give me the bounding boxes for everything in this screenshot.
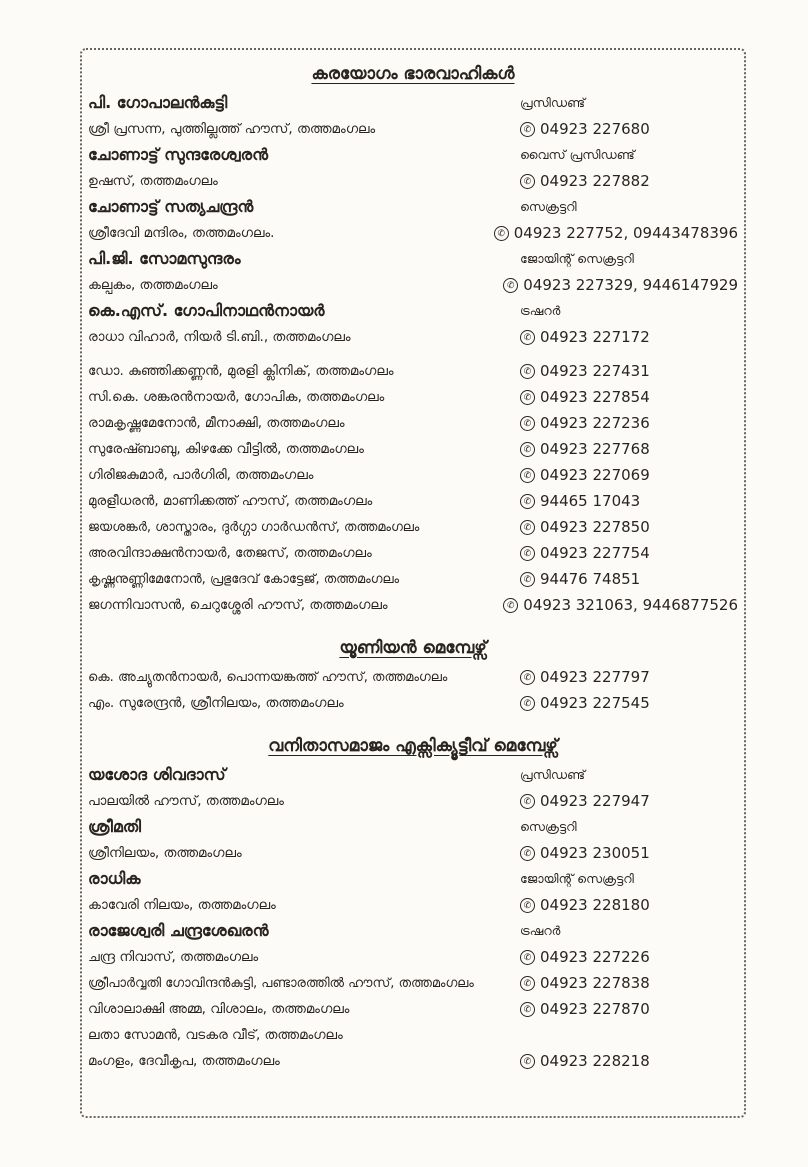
- union-members: [88, 664, 738, 716]
- phone-icon: ✆: [520, 846, 535, 861]
- phone-icon: ✆: [520, 122, 535, 137]
- phone-number: 04923 227882: [540, 172, 650, 190]
- phone-number: 04923 227545: [540, 694, 650, 712]
- directory-content: [88, 58, 738, 1074]
- officer-entry: [88, 866, 738, 918]
- member-details: വിശാലാക്ഷി അമ്മ, വിശാലം, തത്തമംഗലം: [88, 1001, 350, 1017]
- phone-icon: ✆: [520, 572, 535, 587]
- phone-icon: ✆: [520, 546, 535, 561]
- officer-role: ജോയിന്റ് സെക്രട്ടറി: [520, 251, 634, 266]
- phone-number: 04923 230051: [540, 844, 650, 862]
- list-item: [88, 514, 738, 540]
- officer-name: രാജേശ്വരി ചന്ദ്രശേഖരൻ: [88, 921, 269, 940]
- phone-icon: ✆: [520, 364, 535, 379]
- vanithasamajam-officers: [88, 762, 738, 970]
- member-details: ലതാ സോമൻ, വടകര വീട്, തത്തമംഗലം: [88, 1027, 343, 1043]
- phone-number: 04923 321063, 9446877526: [523, 596, 738, 614]
- member-details: എം. സുരേന്ദ്രൻ, ശ്രീനിലയം, തത്തമംഗലം: [88, 695, 344, 711]
- karayogam-members: [88, 358, 738, 618]
- officer-address: ഉഷസ്, തത്തമംഗലം: [88, 173, 218, 189]
- officer-entry: [88, 90, 738, 142]
- member-details: കൃഷ്ണനുണ്ണിമേനോൻ, പ്രഭുദേവ് കോട്ടേജ്, തത്തമംഗലം: [88, 571, 400, 587]
- phone-icon: ✆: [503, 278, 518, 293]
- member-details: സുരേഷ്ബാബു, കിഴക്കേ വീട്ടിൽ, തത്തമംഗലം: [88, 441, 364, 457]
- officer-role: വൈസ് പ്രസിഡണ്ട്: [520, 147, 635, 162]
- phone-number: 04923 227797: [540, 668, 650, 686]
- section-title-vanithasamajam: വനിതാസമാജം എക്സിക്യൂട്ടീവ് മെമ്പേഴ്സ്: [268, 736, 558, 756]
- phone-icon: ✆: [520, 330, 535, 345]
- phone-icon: ✆: [520, 670, 535, 685]
- officer-role: പ്രസിഡണ്ട്: [520, 767, 586, 782]
- phone-number: 04923 228180: [540, 896, 650, 914]
- phone-icon: ✆: [520, 468, 535, 483]
- phone-icon: ✆: [520, 174, 535, 189]
- officer-role: സെക്രട്ടറി: [520, 819, 577, 834]
- phone-number: 04923 227947: [540, 792, 650, 810]
- list-item: [88, 996, 738, 1022]
- list-item: [88, 1022, 738, 1048]
- phone-icon: ✆: [503, 598, 518, 613]
- member-details: ഡോ. കുഞ്ഞിക്കണ്ണൻ, മുരളി ക്ലിനിക്, തത്തമംഗലം: [88, 363, 394, 379]
- phone-number: 04923 227172: [540, 328, 650, 346]
- phone-number: 04923 227236: [540, 414, 650, 432]
- phone-icon: ✆: [494, 226, 509, 241]
- phone-icon: ✆: [520, 442, 535, 457]
- member-details: കെ. അച്യുതൻനായർ, പൊന്നയങ്കത്ത് ഹൗസ്, തത്തമംഗലം: [88, 669, 448, 685]
- list-item: [88, 488, 738, 514]
- officer-name: പി.ജി. സോമസുന്ദരം: [88, 249, 241, 268]
- phone-icon: ✆: [520, 794, 535, 809]
- list-item: [88, 970, 738, 996]
- phone-icon: ✆: [520, 520, 535, 535]
- officer-role: ട്രഷറർ: [520, 303, 561, 318]
- member-details: ഗിരിജകുമാർ, പാർഗിരി, തത്തമംഗലം: [88, 467, 314, 483]
- list-item: [88, 358, 738, 384]
- officer-address: ചന്ദ്ര നിവാസ്, തത്തമംഗലം: [88, 949, 259, 965]
- list-item: [88, 410, 738, 436]
- phone-icon: ✆: [520, 950, 535, 965]
- member-details: ജയശങ്കർ, ശാസ്താരം, ദുർഗ്ഗാ ഗാർഡൻസ്, തത്തമംഗലം: [88, 519, 420, 535]
- list-item: [88, 690, 738, 716]
- list-item: [88, 592, 738, 618]
- phone-number: 94465 17043: [540, 492, 641, 510]
- phone-number: 04923 227850: [540, 518, 650, 536]
- section-title-union-members: യൂണിയൻ മെമ്പേഴ്സ്: [339, 638, 487, 658]
- officer-entry: [88, 246, 738, 298]
- phone-number: 04923 227329, 9446147929: [523, 276, 738, 294]
- vanithasamajam-members: [88, 970, 738, 1074]
- officer-address: പാലയിൽ ഹൗസ്, തത്തമംഗലം: [88, 793, 284, 809]
- officer-entry: [88, 918, 738, 970]
- officer-role: പ്രസിഡണ്ട്: [520, 95, 586, 110]
- phone-number: 04923 228218: [540, 1052, 650, 1070]
- list-item: [88, 436, 738, 462]
- member-details: രാമകൃഷ്ണമേനോൻ, മീനാക്ഷി, തത്തമംഗലം: [88, 415, 345, 431]
- phone-number: 04923 227680: [540, 120, 650, 138]
- member-details: സി.കെ. ശങ്കരൻനായർ, ഗോപിക, തത്തമംഗലം: [88, 389, 385, 405]
- list-item: [88, 384, 738, 410]
- phone-icon: ✆: [520, 416, 535, 431]
- officer-address: കാവേരി നിലയം, തത്തമംഗലം: [88, 897, 276, 913]
- phone-icon: ✆: [520, 1054, 535, 1069]
- member-details: ശ്രീപാർവ്വതി ഗോവിന്ദൻകുട്ടി, പണ്ടാരത്തിൽ ഹൗസ്, തത്തമംഗലം: [88, 975, 474, 991]
- list-item: [88, 462, 738, 488]
- phone-number: 04923 227431: [540, 362, 650, 380]
- phone-icon: ✆: [520, 898, 535, 913]
- list-item: [88, 1048, 738, 1074]
- phone-number: 04923 227754: [540, 544, 650, 562]
- officer-address: ശ്രീ പ്രസന്ന, പുത്തില്ലത്ത് ഹൗസ്, തത്തമംഗലം: [88, 121, 376, 137]
- officer-address: ശ്രീദേവി മന്ദിരം, തത്തമംഗലം.: [88, 225, 275, 241]
- officer-name: യശോദ ശിവദാസ്: [88, 765, 226, 784]
- officer-name: പി. ഗോപാലൻകുട്ടി: [88, 93, 228, 112]
- officer-entry: [88, 814, 738, 866]
- officer-address: രാധാ വിഹാർ, നിയർ ടി.ബി., തത്തമംഗലം: [88, 329, 351, 345]
- phone-number: 04923 227226: [540, 948, 650, 966]
- phone-number: 04923 227870: [540, 1000, 650, 1018]
- phone-number: 04923 227069: [540, 466, 650, 484]
- officer-entry: [88, 142, 738, 194]
- officer-role: ട്രഷറർ: [520, 923, 561, 938]
- phone-icon: ✆: [520, 696, 535, 711]
- officer-role: സെക്രട്ടറി: [520, 199, 577, 214]
- officer-name: ശ്രീമതി: [88, 817, 142, 836]
- member-details: മംഗളം, ദേവീകൃപ, തത്തമംഗലം: [88, 1053, 280, 1069]
- officer-address: ശ്രീനിലയം, തത്തമംഗലം: [88, 845, 242, 861]
- officer-role: ജോയിന്റ് സെക്രട്ടറി: [520, 871, 634, 886]
- member-details: അരവിന്ദാക്ഷൻനായർ, തേജസ്, തത്തമംഗലം: [88, 545, 372, 561]
- officer-name: രാധിക: [88, 869, 141, 888]
- member-details: ജഗന്നിവാസൻ, ചെറുശ്ശേരി ഹൗസ്, തത്തമംഗലം: [88, 597, 388, 613]
- karayogam-officers: [88, 90, 738, 350]
- phone-number: 04923 227854: [540, 388, 650, 406]
- officer-entry: [88, 762, 738, 814]
- officer-entry: [88, 194, 738, 246]
- list-item: [88, 664, 738, 690]
- phone-icon: ✆: [520, 1002, 535, 1017]
- section-title-karayogam: കരയോഗം ഭാരവാഹികൾ: [311, 64, 515, 84]
- phone-icon: ✆: [520, 976, 535, 991]
- officer-address: കല്പകം, തത്തമംഗലം: [88, 277, 218, 293]
- officer-name: കെ.എസ്. ഗോപിനാഥൻനായർ: [88, 301, 325, 320]
- list-item: [88, 566, 738, 592]
- officer-entry: [88, 298, 738, 350]
- phone-icon: ✆: [520, 390, 535, 405]
- phone-number: 94476 74851: [540, 570, 641, 588]
- list-item: [88, 540, 738, 566]
- phone-number: 04923 227838: [540, 974, 650, 992]
- officer-name: ചോണാട്ട് സുന്ദരേശ്വരൻ: [88, 145, 268, 164]
- officer-name: ചോണാട്ട് സത്യചന്ദ്രൻ: [88, 197, 254, 216]
- phone-number: 04923 227752, 09443478396: [513, 224, 738, 242]
- phone-number: 04923 227768: [540, 440, 650, 458]
- member-details: മുരളീധരൻ, മാണിക്കത്ത് ഹൗസ്, തത്തമംഗലം: [88, 493, 373, 509]
- phone-icon: ✆: [520, 494, 535, 509]
